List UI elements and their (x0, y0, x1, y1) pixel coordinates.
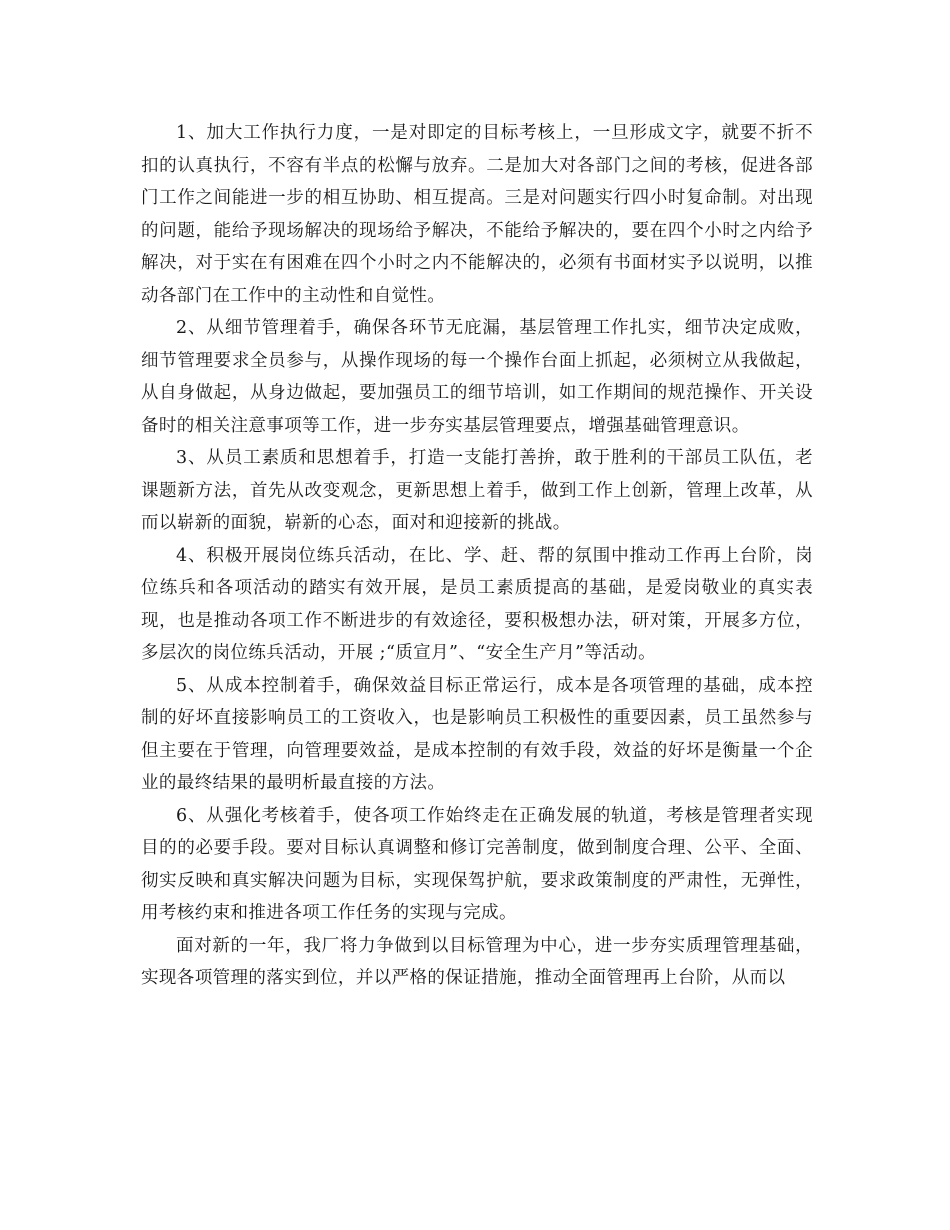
paragraph-4: 4、积极开展岗位练兵活动，在比、学、赶、帮的氛围中推动工作再上台阶，岗位练兵和各项活动的踏实有效开展，是员工素质提高的基础，是爱岗敬业的真实表现，也是推动各项工作不断进步的有效途径，要积极想办法，研对策，开展多方位，多层次的岗位练兵活动，开展 ;“质宣月”、“安全生产月”等活动。 (141, 545, 813, 663)
paragraph-3: 3、从员工素质和思想着手，打造一支能打善拚，敢于胜利的干部员工队伍，老课题新方法，首先从改变观念，更新思想上着手，做到工作上创新，管理上改革，从而以崭新的面貌，崭新的心态，面对和迎接新的挑战。 (141, 448, 813, 533)
paragraph-6: 6、从强化考核着手，使各项工作始终走在正确发展的轨道，考核是管理者实现目的的必要手段。要对目标认真调整和修订完善制度，做到制度合理、公平、全面、彻实反映和真实解决问题为目标，实现保驾护航，要求政策制度的严肃性，无弹性，用考核约束和推进各项工作任务的实现与完成。 (141, 805, 813, 923)
paragraph-7: 面对新的一年，我厂将力争做到以目标管理为中心，进一步夯实质理管理基础，实现各项管理的落实到位，并以严格的保证措施，推动全面管理再上台阶，从而以 (141, 935, 813, 988)
paragraph-5: 5、从成本控制着手，确保效益目标正常运行，成本是各项管理的基础，成本控制的好坏直接影响员工的工资收入，也是影响员工积极性的重要因素，员工虽然参与但主要在于管理，向管理要效益，是成本控制的有效手段，效益的好坏是衡量一个企业的最终结果的最明析最直接的方法。 (141, 675, 813, 793)
paragraph-2: 2、从细节管理着手，确保各环节无庇漏，基层管理工作扎实，细节决定成败，细节管理要求全员参与，从操作现场的每一个操作台面上抓起，必须树立从我做起，从自身做起，从身边做起，要加强员工的细节培训，如工作期间的规范操作、开关设备时的相关注意事项等工作，进一步夯实基层管理要点，增强基础管理意识。 (141, 318, 813, 436)
document-body (141, 117, 813, 995)
paragraph-1: 1、加大工作执行力度，一是对即定的目标考核上，一旦形成文字，就要不折不扣的认真执行，不容有半点的松懈与放弃。二是加大对各部门之间的考核，促进各部门工作之间能进一步的相互协助、相互提高。三是对问题实行四小时复命制。对出现的问题，能给予现场解决的现场给予解决，不能给予解决的，要在四个小时之内给予解决，对于实在有困难在四个小时之内不能解决的，必须有书面材实予以说明，以推动各部门在工作中的主动性和自觉性。 (141, 123, 813, 306)
